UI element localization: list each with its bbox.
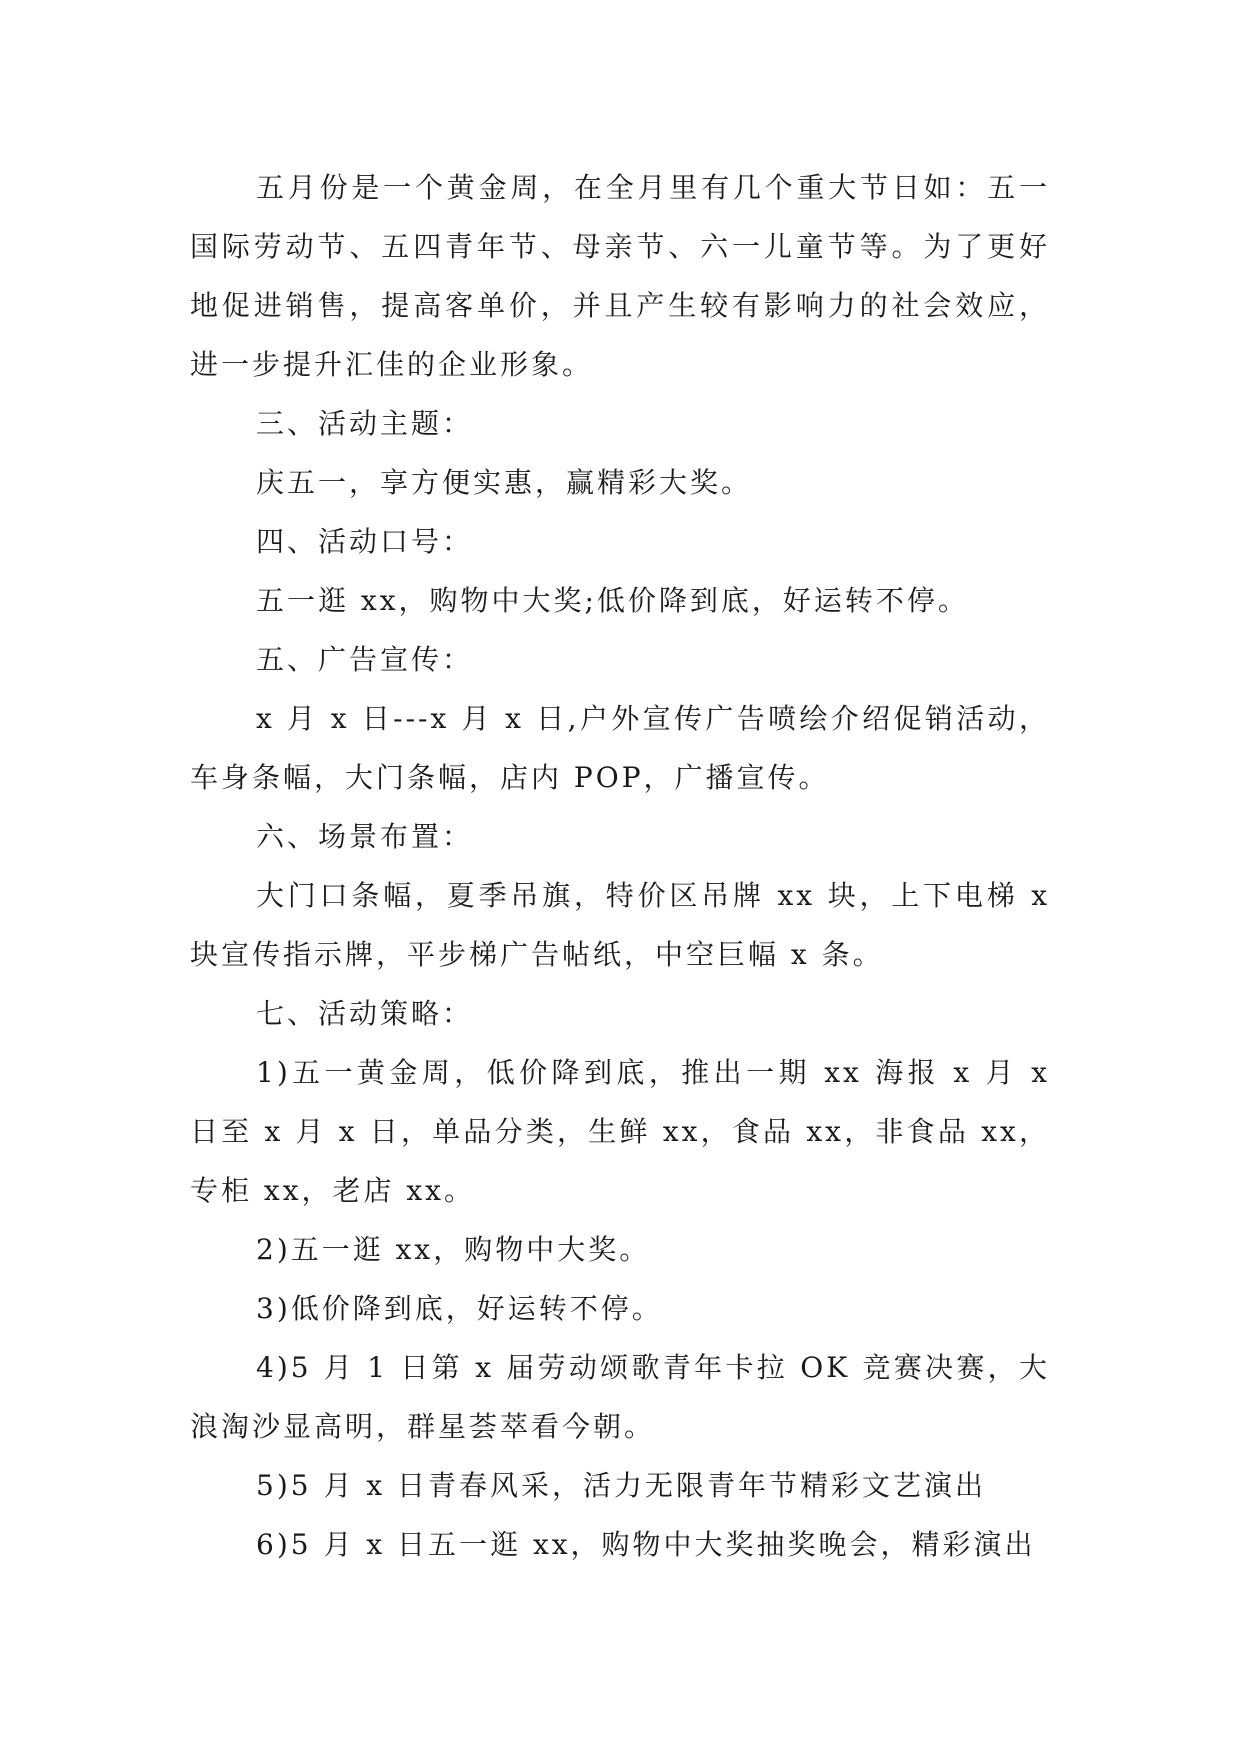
section-heading-strategy: 七、活动策略：: [256, 997, 474, 1030]
intro-paragraph: 五月份是一个黄金周，在全月里有几个重大节日如：五一国际劳动节、五四青年节、母亲节、六一儿童节等。为了更好地促进销售，提高客单价，并且产生较有影响力的社会效应，进一步提升汇佳的企业形象。: [190, 171, 1050, 381]
document-body: [190, 158, 1050, 1574]
section-heading-theme: 三、活动主题：: [256, 407, 474, 440]
strategy-item-5: 5)5 月 x 日青春风采，活力无限青年节精彩文艺演出: [256, 1469, 987, 1502]
strategy-item-6: 6)5 月 x 日五一逛 xx，购物中大奖抽奖晚会，精彩演出: [256, 1528, 1036, 1561]
strategy-item-4: 4)5 月 1 日第 x 届劳动颂歌青年卡拉 OK 竞赛决赛，大浪淘沙显高明，群星荟萃看今朝。: [190, 1351, 1050, 1443]
advertising-paragraph: x 月 x 日---x 月 x 日,户外宣传广告喷绘介绍促销活动，车身条幅，大门条幅，店内 POP，广播宣传。: [190, 702, 1050, 794]
strategy-item-1: 1)五一黄金周，低价降到底，推出一期 xx 海报 x 月 x 日至 x 月 x 日，单品分类，生鲜 xx，食品 xx，非食品 xx，专柜 xx，老店 xx。: [190, 1056, 1050, 1207]
section-heading-scene: 六、场景布置：: [256, 820, 474, 853]
scene-paragraph: 大门口条幅，夏季吊旗，特价区吊牌 xx 块，上下电梯 x 块宣传指示牌，平步梯广告帖纸，中空巨幅 x 条。: [190, 879, 1050, 971]
strategy-item-2: 2)五一逛 xx，购物中大奖。: [256, 1233, 651, 1266]
theme-paragraph: 庆五一，享方便实惠，赢精彩大奖。: [256, 466, 753, 499]
section-heading-advertising: 五、广告宣传：: [256, 643, 474, 676]
slogan-paragraph: 五一逛 xx，购物中大奖;低价降到底，好运转不停。: [256, 584, 969, 617]
strategy-item-3: 3)低价降到底，好运转不停。: [256, 1292, 663, 1325]
section-heading-slogan: 四、活动口号：: [256, 525, 474, 558]
